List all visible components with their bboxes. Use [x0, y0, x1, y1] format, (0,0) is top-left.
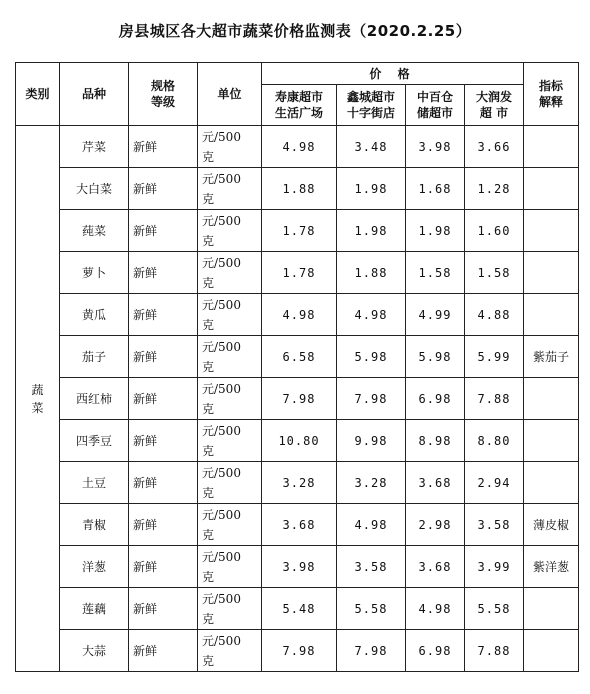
grade-cell: 新鲜 — [129, 420, 198, 462]
unit-line1: 元/500 — [202, 213, 241, 228]
unit-cell — [198, 252, 262, 294]
price-cell-store-1: 5.48 — [262, 588, 337, 630]
price-cell-store-2: 5.58 — [337, 588, 406, 630]
category-line1: 蔬 — [31, 382, 44, 397]
unit-line1: 元/500 — [202, 171, 241, 186]
unit-cell — [198, 588, 262, 630]
price-cell-store-2: 1.98 — [337, 210, 406, 252]
variety-cell: 黄瓜 — [60, 294, 129, 336]
price-cell-store-3: 4.98 — [406, 588, 465, 630]
header-note — [524, 63, 579, 126]
category-cell — [16, 126, 60, 672]
unit-cell — [198, 378, 262, 420]
table-row — [16, 294, 579, 336]
header-store-3-line2: 储超市 — [416, 106, 453, 120]
grade-cell: 新鲜 — [129, 462, 198, 504]
unit-line1: 元/500 — [202, 129, 241, 144]
price-cell-store-3: 4.99 — [406, 294, 465, 336]
header-store-4-line1: 大润发 — [475, 90, 512, 104]
table-row — [16, 420, 579, 462]
unit-line2: 克 — [202, 359, 215, 374]
price-cell-store-1: 7.98 — [262, 378, 337, 420]
price-cell-store-4: 8.80 — [465, 420, 524, 462]
grade-cell: 新鲜 — [129, 168, 198, 210]
note-cell — [524, 462, 579, 504]
variety-cell: 青椒 — [60, 504, 129, 546]
price-cell-store-2: 4.98 — [337, 504, 406, 546]
price-cell-store-4: 5.58 — [465, 588, 524, 630]
price-cell-store-4: 7.88 — [465, 378, 524, 420]
header-store-4 — [465, 85, 524, 126]
unit-cell — [198, 336, 262, 378]
price-cell-store-2: 1.88 — [337, 252, 406, 294]
unit-line2: 克 — [202, 569, 215, 584]
grade-cell: 新鲜 — [129, 126, 198, 168]
header-store-2-line2: 十字街店 — [346, 106, 395, 120]
header-unit: 单位 — [198, 63, 262, 126]
table-row — [16, 546, 579, 588]
table-row — [16, 588, 579, 630]
unit-line1: 元/500 — [202, 339, 241, 354]
variety-cell: 西红柿 — [60, 378, 129, 420]
note-cell: 薄皮椒 — [524, 504, 579, 546]
unit-line2: 克 — [202, 443, 215, 458]
price-cell-store-3: 6.98 — [406, 630, 465, 672]
header-grade — [129, 63, 198, 126]
unit-line2: 克 — [202, 149, 215, 164]
unit-line1: 元/500 — [202, 423, 241, 438]
note-cell — [524, 294, 579, 336]
grade-cell: 新鲜 — [129, 294, 198, 336]
price-cell-store-2: 9.98 — [337, 420, 406, 462]
table-row — [16, 378, 579, 420]
price-cell-store-3: 1.98 — [406, 210, 465, 252]
table-body — [16, 126, 579, 672]
table-row — [16, 462, 579, 504]
unit-line1: 元/500 — [202, 549, 241, 564]
table-row — [16, 336, 579, 378]
unit-cell — [198, 462, 262, 504]
header-store-1-line1: 寿康超市 — [274, 90, 323, 104]
table-row — [16, 504, 579, 546]
grade-cell: 新鲜 — [129, 252, 198, 294]
variety-cell: 大蒜 — [60, 630, 129, 672]
price-cell-store-2: 1.98 — [337, 168, 406, 210]
price-cell-store-3: 2.98 — [406, 504, 465, 546]
unit-line2: 克 — [202, 485, 215, 500]
unit-cell — [198, 126, 262, 168]
price-cell-store-1: 3.98 — [262, 546, 337, 588]
variety-cell: 洋葱 — [60, 546, 129, 588]
table-row — [16, 168, 579, 210]
price-cell-store-1: 3.28 — [262, 462, 337, 504]
header-grade-line2: 等级 — [150, 95, 175, 109]
note-cell — [524, 252, 579, 294]
price-cell-store-3: 6.98 — [406, 378, 465, 420]
unit-line1: 元/500 — [202, 465, 241, 480]
price-cell-store-3: 3.68 — [406, 462, 465, 504]
unit-line1: 元/500 — [202, 255, 241, 270]
grade-cell: 新鲜 — [129, 336, 198, 378]
table-row — [16, 126, 579, 168]
unit-line1: 元/500 — [202, 381, 241, 396]
grade-cell: 新鲜 — [129, 588, 198, 630]
variety-cell: 萝卜 — [60, 252, 129, 294]
grade-cell: 新鲜 — [129, 210, 198, 252]
unit-cell — [198, 630, 262, 672]
note-cell — [524, 630, 579, 672]
note-cell — [524, 210, 579, 252]
note-cell — [524, 588, 579, 630]
header-store-1-line2: 生活广场 — [274, 106, 323, 120]
price-cell-store-2: 7.98 — [337, 630, 406, 672]
price-cell-store-3: 3.98 — [406, 126, 465, 168]
price-cell-store-2: 3.58 — [337, 546, 406, 588]
grade-cell: 新鲜 — [129, 630, 198, 672]
price-cell-store-2: 3.28 — [337, 462, 406, 504]
table-row — [16, 252, 579, 294]
grade-cell: 新鲜 — [129, 504, 198, 546]
price-cell-store-1: 3.68 — [262, 504, 337, 546]
price-cell-store-2: 7.98 — [337, 378, 406, 420]
unit-cell — [198, 546, 262, 588]
header-store-4-line2: 超 市 — [479, 106, 509, 120]
unit-line1: 元/500 — [202, 633, 241, 648]
category-line2: 菜 — [31, 400, 44, 415]
price-cell-store-2: 3.48 — [337, 126, 406, 168]
price-cell-store-2: 5.98 — [337, 336, 406, 378]
unit-line2: 克 — [202, 191, 215, 206]
price-cell-store-4: 7.88 — [465, 630, 524, 672]
variety-cell: 大白菜 — [60, 168, 129, 210]
variety-cell: 莲藕 — [60, 588, 129, 630]
unit-line2: 克 — [202, 233, 215, 248]
price-cell-store-1: 1.78 — [262, 210, 337, 252]
note-cell: 紫茄子 — [524, 336, 579, 378]
price-cell-store-2: 4.98 — [337, 294, 406, 336]
header-store-3 — [406, 85, 465, 126]
header-store-2-line1: 鑫城超市 — [346, 90, 395, 104]
unit-line2: 克 — [202, 317, 215, 332]
price-cell-store-4: 3.58 — [465, 504, 524, 546]
price-cell-store-1: 1.88 — [262, 168, 337, 210]
unit-cell — [198, 420, 262, 462]
price-cell-store-4: 3.99 — [465, 546, 524, 588]
unit-line2: 克 — [202, 275, 215, 290]
price-cell-store-1: 1.78 — [262, 252, 337, 294]
unit-cell — [198, 504, 262, 546]
price-cell-store-4: 1.28 — [465, 168, 524, 210]
header-store-3-line1: 中百仓 — [416, 90, 453, 104]
header-note-line2: 解释 — [538, 95, 563, 109]
table-row — [16, 630, 579, 672]
table-row — [16, 210, 579, 252]
header-price: 价 格 — [262, 63, 524, 85]
note-cell — [524, 378, 579, 420]
unit-cell — [198, 294, 262, 336]
unit-line2: 克 — [202, 527, 215, 542]
variety-cell: 芹菜 — [60, 126, 129, 168]
price-cell-store-4: 1.60 — [465, 210, 524, 252]
unit-cell — [198, 168, 262, 210]
price-cell-store-1: 10.80 — [262, 420, 337, 462]
note-cell — [524, 168, 579, 210]
header-store-1 — [262, 85, 337, 126]
grade-cell: 新鲜 — [129, 378, 198, 420]
price-cell-store-3: 5.98 — [406, 336, 465, 378]
price-cell-store-3: 8.98 — [406, 420, 465, 462]
grade-cell: 新鲜 — [129, 546, 198, 588]
variety-cell: 莼菜 — [60, 210, 129, 252]
header-variety: 品种 — [60, 63, 129, 126]
price-cell-store-3: 1.58 — [406, 252, 465, 294]
price-cell-store-4: 3.66 — [465, 126, 524, 168]
header-category: 类别 — [16, 63, 60, 126]
unit-line1: 元/500 — [202, 507, 241, 522]
header-grade-line1: 规格 — [150, 79, 175, 93]
variety-cell: 茄子 — [60, 336, 129, 378]
header-note-line1: 指标 — [538, 79, 563, 93]
price-cell-store-3: 3.68 — [406, 546, 465, 588]
header-store-2 — [337, 85, 406, 126]
unit-line1: 元/500 — [202, 297, 241, 312]
price-cell-store-4: 5.99 — [465, 336, 524, 378]
note-cell — [524, 126, 579, 168]
unit-cell — [198, 210, 262, 252]
unit-line1: 元/500 — [202, 591, 241, 606]
price-cell-store-1: 6.58 — [262, 336, 337, 378]
price-cell-store-1: 4.98 — [262, 126, 337, 168]
unit-line2: 克 — [202, 401, 215, 416]
price-cell-store-4: 4.88 — [465, 294, 524, 336]
price-cell-store-4: 1.58 — [465, 252, 524, 294]
unit-line2: 克 — [202, 653, 215, 668]
price-cell-store-1: 7.98 — [262, 630, 337, 672]
price-table — [15, 62, 579, 672]
note-cell: 紫洋葱 — [524, 546, 579, 588]
price-cell-store-3: 1.68 — [406, 168, 465, 210]
price-cell-store-1: 4.98 — [262, 294, 337, 336]
variety-cell: 四季豆 — [60, 420, 129, 462]
note-cell — [524, 420, 579, 462]
unit-line2: 克 — [202, 611, 215, 626]
price-cell-store-4: 2.94 — [465, 462, 524, 504]
page-title: 房县城区各大超市蔬菜价格监测表（2020.2.25） — [118, 22, 472, 40]
variety-cell: 土豆 — [60, 462, 129, 504]
